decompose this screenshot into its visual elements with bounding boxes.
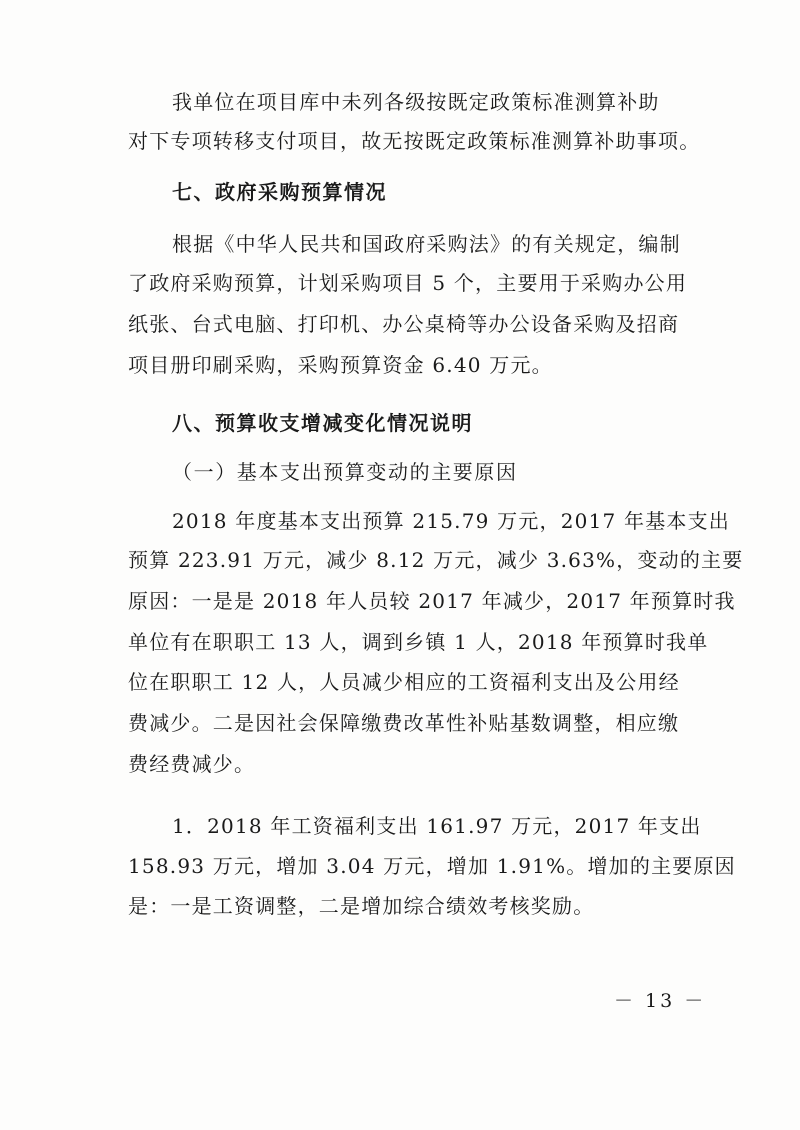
paragraph-line: 158.93 万元，增加 3.04 万元，增加 1.91%。增加的主要原因 bbox=[128, 854, 736, 878]
paragraph-line: 了政府采购预算，计划采购项目 5 个，主要用于采购办公用 bbox=[128, 271, 688, 295]
section-heading-8: 八、预算收支增减变化情况说明 bbox=[172, 411, 473, 435]
paragraph-line: 单位有在职职工 13 人，调到乡镇 1 人，2018 年预算时我单 bbox=[128, 630, 709, 654]
paragraph-line: 费经费减少。 bbox=[128, 752, 256, 776]
paragraph-line: 位在职职工 12 人，人员减少相应的工资福利支出及公用经 bbox=[128, 670, 680, 694]
paragraph-line: 费减少。二是因社会保障缴费改革性补贴基数调整，相应缴 bbox=[128, 711, 680, 735]
paragraph-line: 对下专项转移支付项目，故无按既定政策标准测算补助事项。 bbox=[128, 129, 701, 153]
paragraph-line: 我单位在项目库中未列各级按既定政策标准测算补助 bbox=[172, 90, 660, 114]
paragraph-line: 预算 223.91 万元，减少 8.12 万元，减少 3.63%，变动的主要 bbox=[128, 548, 744, 572]
section-heading-7: 七、政府采购预算情况 bbox=[172, 180, 387, 204]
paragraph-line: 是：一是工资调整，二是增加综合绩效考核奖励。 bbox=[128, 894, 595, 918]
subsection-heading: （一）基本支出预算变动的主要原因 bbox=[172, 460, 518, 484]
paragraph-line: 1．2018 年工资福利支出 161.97 万元，2017 年支出 bbox=[172, 814, 702, 838]
paragraph-line: 纸张、台式电脑、打印机、办公桌椅等办公设备采购及招商 bbox=[128, 312, 680, 336]
paragraph-line: 根据《中华人民共和国政府采购法》的有关规定，编制 bbox=[172, 232, 681, 256]
page-number: － 13 － bbox=[614, 990, 707, 1012]
paragraph-line: 2018 年度基本支出预算 215.79 万元，2017 年基本支出 bbox=[172, 509, 731, 533]
paragraph-line: 原因：一是是 2018 年人员较 2017 年减少，2017 年预算时我 bbox=[128, 589, 736, 613]
paragraph-line: 项目册印刷采购，采购预算资金 6.40 万元。 bbox=[128, 353, 553, 377]
